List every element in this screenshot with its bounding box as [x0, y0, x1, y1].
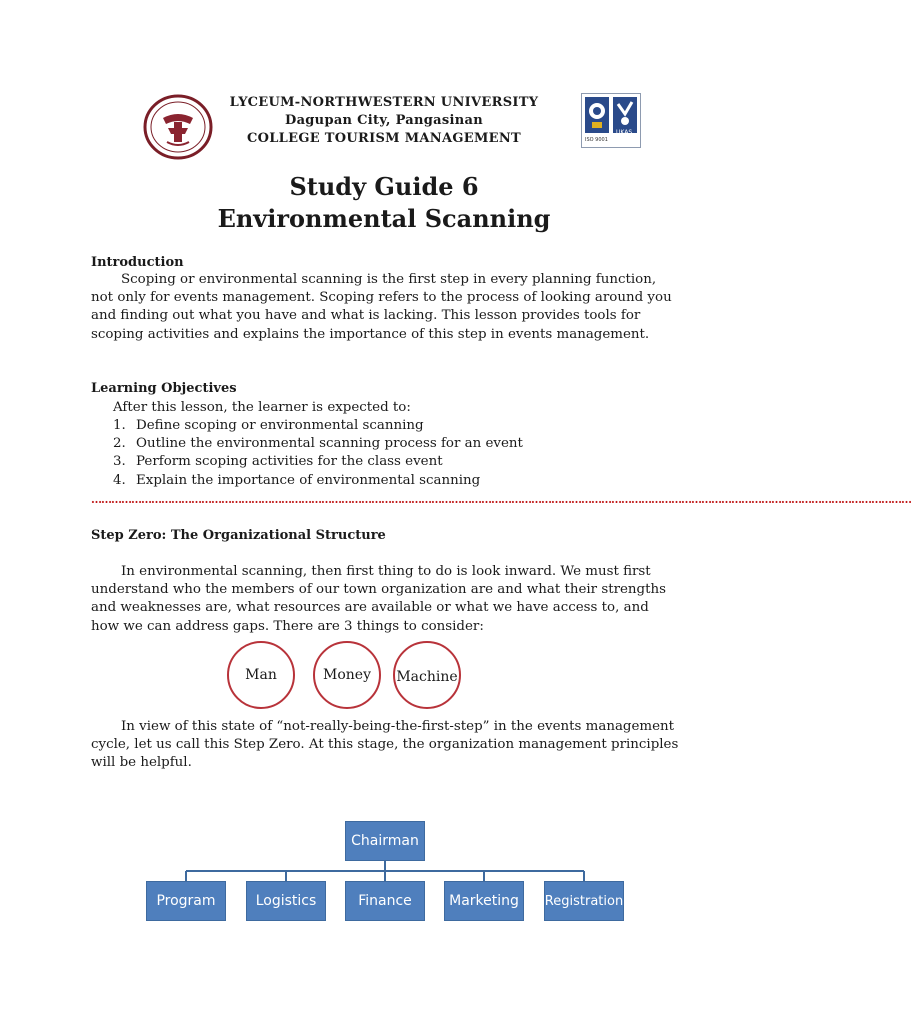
org-box-registration: Registration	[544, 881, 624, 921]
circle-man: Man	[227, 641, 295, 709]
org-box-marketing: Marketing	[444, 881, 524, 921]
org-box-finance: Finance	[345, 881, 425, 921]
college-name: COLLEGE TOURISM MANAGEMENT	[246, 131, 522, 146]
introduction-body: Scoping or environmental scanning is the first step in every planning function, not only for events management. Scoping refers to the process of looking around you and finding out what you have and what is lacking. This lesson provides tools for scoping activities and explains the importance of this step in events management.	[91, 272, 672, 342]
objective-text: Outline the environmental scanning process for an event	[136, 436, 523, 452]
cert-label-ukas: UKAS	[616, 129, 633, 136]
org-box-logistics: Logistics	[246, 881, 326, 921]
study-guide-subtitle: Environmental Scanning	[217, 204, 551, 233]
objective-text: Define scoping or environmental scanning	[136, 418, 424, 433]
section-divider: …………………………………………………………………………………………………………………………………………………………………………………………………………………………	[91, 493, 911, 506]
objective-number: 4.	[113, 472, 126, 488]
objective-number: 1.	[113, 418, 126, 433]
university-location: Dagupan City, Pangasinan	[285, 113, 483, 128]
objective-number: 2.	[113, 436, 126, 452]
circle-machine: Machine	[393, 641, 461, 709]
cert-label-iso: ISO 9001	[585, 137, 608, 143]
org-box-chairman: Chairman	[345, 821, 425, 861]
objective-text: Perform scoping activities for the class event	[136, 454, 443, 470]
objectives-lead: After this lesson, the learner is expected to:	[113, 400, 411, 415]
objectives-heading: Learning Objectives	[91, 381, 237, 396]
introduction-heading: Introduction	[91, 255, 184, 270]
objective-number: 3.	[113, 454, 126, 470]
university-name: LYCEUM-NORTHWESTERN UNIVERSITY	[229, 95, 539, 110]
objective-text: Explain the importance of environmental scanning	[136, 472, 481, 488]
step-zero-paragraph-1: In environmental scanning, then first thing to do is look inward. We must first understand who the members of our town organization are and what their strengths and weaknesses are, what resources are available or what we have access to, and how we can address gaps. There are 3 things to consider:	[91, 564, 666, 634]
org-box-program: Program	[146, 881, 226, 921]
step-zero-heading: Step Zero: The Organizational Structure	[91, 528, 386, 543]
circle-money: Money	[313, 641, 381, 709]
study-guide-title: Study Guide 6	[289, 172, 479, 201]
step-zero-paragraph-2: In view of this state of “not-really-being-the-first-step” in the events management cycle, let us call this Step Zero. At this stage, the organization management principles will be helpful.	[91, 719, 679, 771]
